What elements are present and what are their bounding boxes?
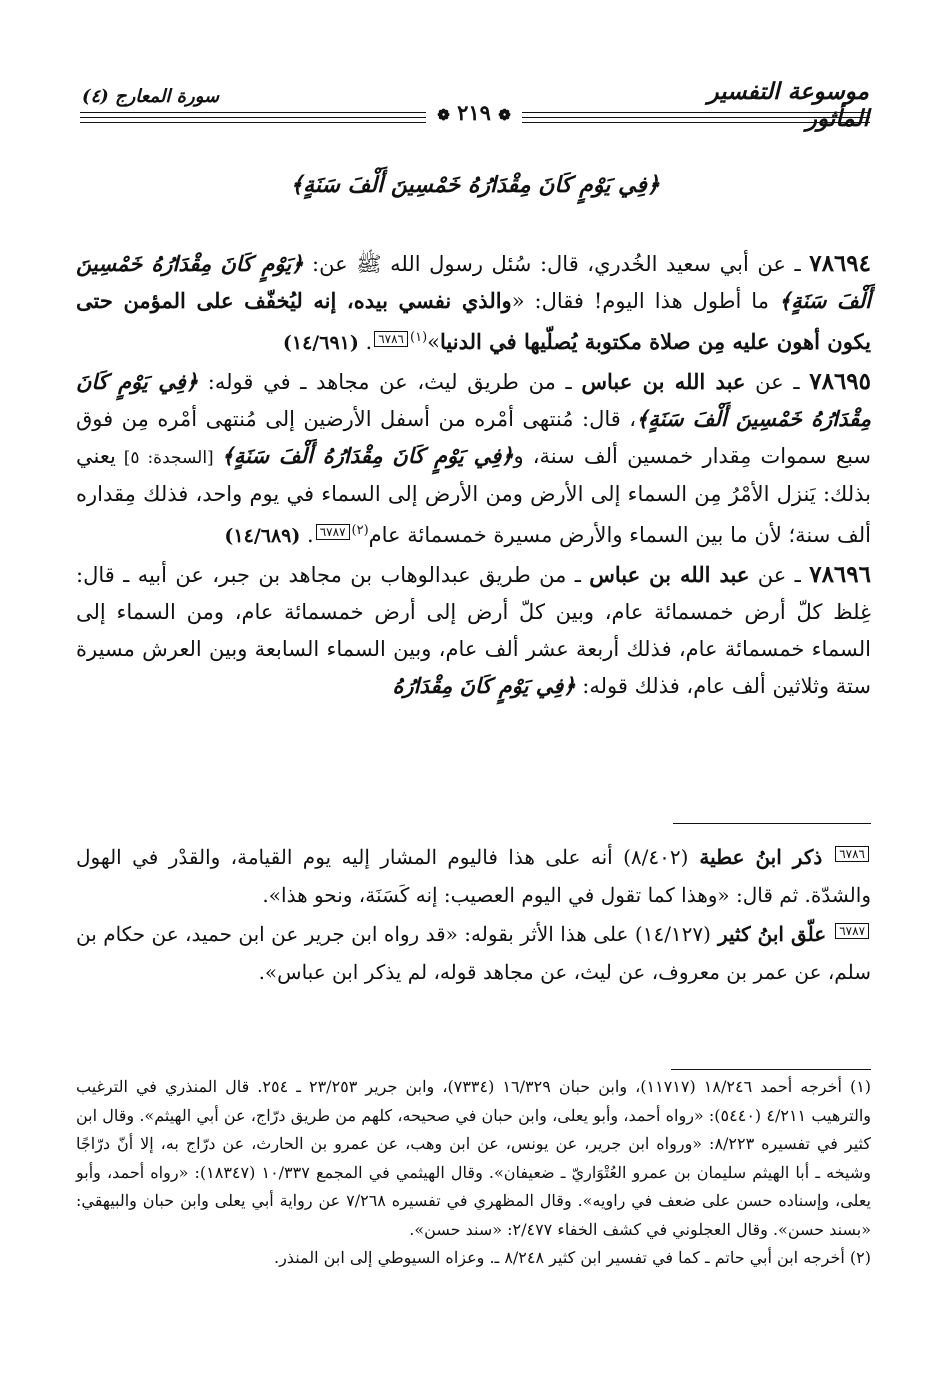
commentary-ref-box: ٦٧٨٦ [374, 331, 408, 347]
narration-number: ٧٨٦٩٤ [809, 250, 872, 277]
body-text [76, 246, 871, 705]
footnote-divider [671, 1069, 871, 1070]
quran-quote: ﴿فِي يَوْمٍ كَانَ مِقْدَارُهُ [392, 672, 576, 698]
series-title: موسوعة التفسير المأثور [707, 78, 869, 132]
footnote-marker: (١) [410, 329, 428, 345]
commentary-ref-box: ٦٧٨٧ [316, 524, 350, 540]
page-number: ٢١٩ [457, 100, 491, 125]
narrator-name: عبد الله بن عباس [589, 562, 750, 588]
page-number-box [426, 100, 522, 128]
hadith-text: والذي نفسي بيده، إنه ليُخفّف على المؤمن حتى يكون أهون عليه مِن صلاة مكتوبة يُصلّيها في الدنيا [76, 287, 871, 354]
commentary-number-box: ٦٧٨٧ [835, 923, 869, 939]
surah-ref: [السجدة: ٥] [115, 447, 222, 468]
commentary-divider [673, 823, 871, 824]
narration-78695: ٧٨٦٩٥ ـ عن عبد الله بن عباس ـ من طريق ليث، عن مجاهد ـ في قوله: ﴿فِي يَوْمٍ كَانَ مِقْدَارُهُ خَمْسِينَ أَلْفَ سَنَةٍ﴾، قال: مُنتهى أمْره من أسفل الأرضين إلى مُنتهى أمْره مِن فوق سبع سموات مِقدار خمسين ألف سنة، و﴿فِي يَوْمٍ كَانَ مِقْدَارُهُ أَلْفَ سَنَةٍ﴾ [السجدة: ٥] يعني بذلك: يَنزل الأمْرُ مِن السماء إلى الأرض ومن الأرض إلى السماء في يوم واحد، فذلك مِقداره ألف سنة؛ لأن ما بين السماء والأرض مسيرة خمسمائة عام$^{(٢)}$٦٧٨٧. (١٤/٦٨٩) [76, 367, 872, 548]
ornament-icon: ❁ [437, 106, 450, 124]
ornament-icon: ❁ [498, 106, 511, 124]
verse-heading: ﴿فِي يَوْمٍ كَانَ مِقْدَارُهُ خَمْسِينَ أَلْفَ سَنَةٍ﴾ [290, 172, 660, 198]
commentary-number-box: ٦٧٨٦ [835, 846, 869, 862]
narration-78694: ٧٨٦٩٤ ـ عن أبي سعيد الخُدري، قال: سُئل رسول الله ﷺ عن: ﴿يَوْمٍ كَانَ مِقْدَارُهُ خَمْسِينَ أَلْفَ سَنَةٍ﴾ ما أطول هذا اليوم! فقال: «والذي نفسي بيده، إنه ليُخفّف على المؤمن حتى يكون أهون عليه مِن صلاة مكتوبة يُصلّيها في الدنيا»$^{(١)}$٦٧٨٦. (١٤/٦٩١) [76, 250, 872, 354]
footnote-2: (٢) أخرجه ابن أبي حاتم ـ كما في تفسير ابن كثير ٨/٢٤٨ ـ. وعزاه السيوطي إلى ابن المنذر. [273, 1248, 871, 1267]
commentary-notes [76, 838, 871, 992]
narration-number: ٧٨٦٩٦ [809, 561, 871, 589]
surah-title: سورة المعارج (٤) [82, 86, 220, 107]
scholar-name: ذكر ابنُ عطية [688, 845, 834, 869]
volume-ref: (١٤/٦٨٩) [224, 525, 301, 548]
volume-ref: (١٤/٦٩١) [282, 331, 359, 354]
quran-quote: ﴿يَوْمٍ كَانَ مِقْدَارُهُ خَمْسِينَ أَلْفَ سَنَةٍ﴾ [76, 251, 872, 313]
footnotes [76, 1073, 871, 1273]
commentary-6787: ٦٧٨٧ علّق ابنُ كثير (١٤/١٢٧) على هذا الأثر بقوله: «قد رواه ابن جرير عن ابن حميد، عن حكام بن سلم، عن عمر بن معروف، عن ليث، عن مجاهد قوله، لم يذكر ابن عباس». [76, 921, 871, 985]
footnote-1: (١) أخرجه أحمد ١٨/٢٤٦ (١١٧١٧)، وابن حبان ١٦/٣٢٩ (٧٣٣٤)، وابن جرير ٢٣/٢٥٣ ـ ٢٥٤. قال المنذري في الترغيب والترهيب ٤/٢١١ (٥٤٤٠): «رواه أحمد، وأبو يعلى، وابن حبان في صحيحه، كلهم من طريق درّاج، عن أبي الهيثم». وقال ابن كثير في تفسيره ٨/٢٢٣: «ورواه ابن جرير، عن يونس، عن ابن وهب، عن عمرو بن الحارث، عن درّاج به، إلا أنّ درّاجًا وشيخه ـ أبا الهيثم سليمان بن عمرو العُتْوَاريّ ـ ضعيفان». وقال الهيثمي في المجمع ١٠/٣٣٧ (١٨٣٤٧): «رواه أحمد، وأبو يعلى، وإسناده حسن على ضعف في راويه». وقال المظهري في تفسيره ٧/٢٦٨ عن رواية أبي يعلى وابن حبان والبيهقي: «بسند حسن». وقال العجلوني في كشف الخفاء ٢/٤٧٧: «سند حسن». [76, 1077, 872, 1239]
footnote-marker: (٢) [351, 523, 369, 539]
narration-78696: ٧٨٦٩٦ ـ عن عبد الله بن عباس ـ من طريق عبدالوهاب بن مجاهد بن جبر، عن أبيه ـ قال: غِلظ كلّ أرض خمسمائة عام، وبين كلّ أرض إلى أرض خمسمائة عام، ومن السماء إلى السماء خمسمائة عام، فذلك أربعة عشر ألف عام، وبين السماء السابعة وبين العرش مسيرة ستة وثلاثين ألف عام، فذلك قوله: ﴿فِي يَوْمٍ كَانَ مِقْدَارُهُ [76, 561, 871, 698]
commentary-6786: ٦٧٨٦ ذكر ابنُ عطية (٨/٤٠٢) أنه على هذا فاليوم المشار إليه يوم القيامة، والقدْر في الهول والشدّة. ثم قال: «وهذا كما تقول في اليوم العصيب: إنه كَسَنَة، ونحو هذا». [76, 845, 871, 908]
narration-number: ٧٨٦٩٥ [809, 367, 872, 395]
narrator-name: عبد الله بن عباس [581, 368, 746, 394]
quran-quote: ﴿فِي يَوْمٍ كَانَ مِقْدَارُهُ خَمْسِينَ أَلْفَ سَنَةٍ﴾ [76, 368, 872, 431]
quran-quote: ﴿فِي يَوْمٍ كَانَ مِقْدَارُهُ أَلْفَ سَنَةٍ﴾ [221, 442, 514, 468]
scholar-name: علّق ابنُ كثير [710, 921, 834, 946]
